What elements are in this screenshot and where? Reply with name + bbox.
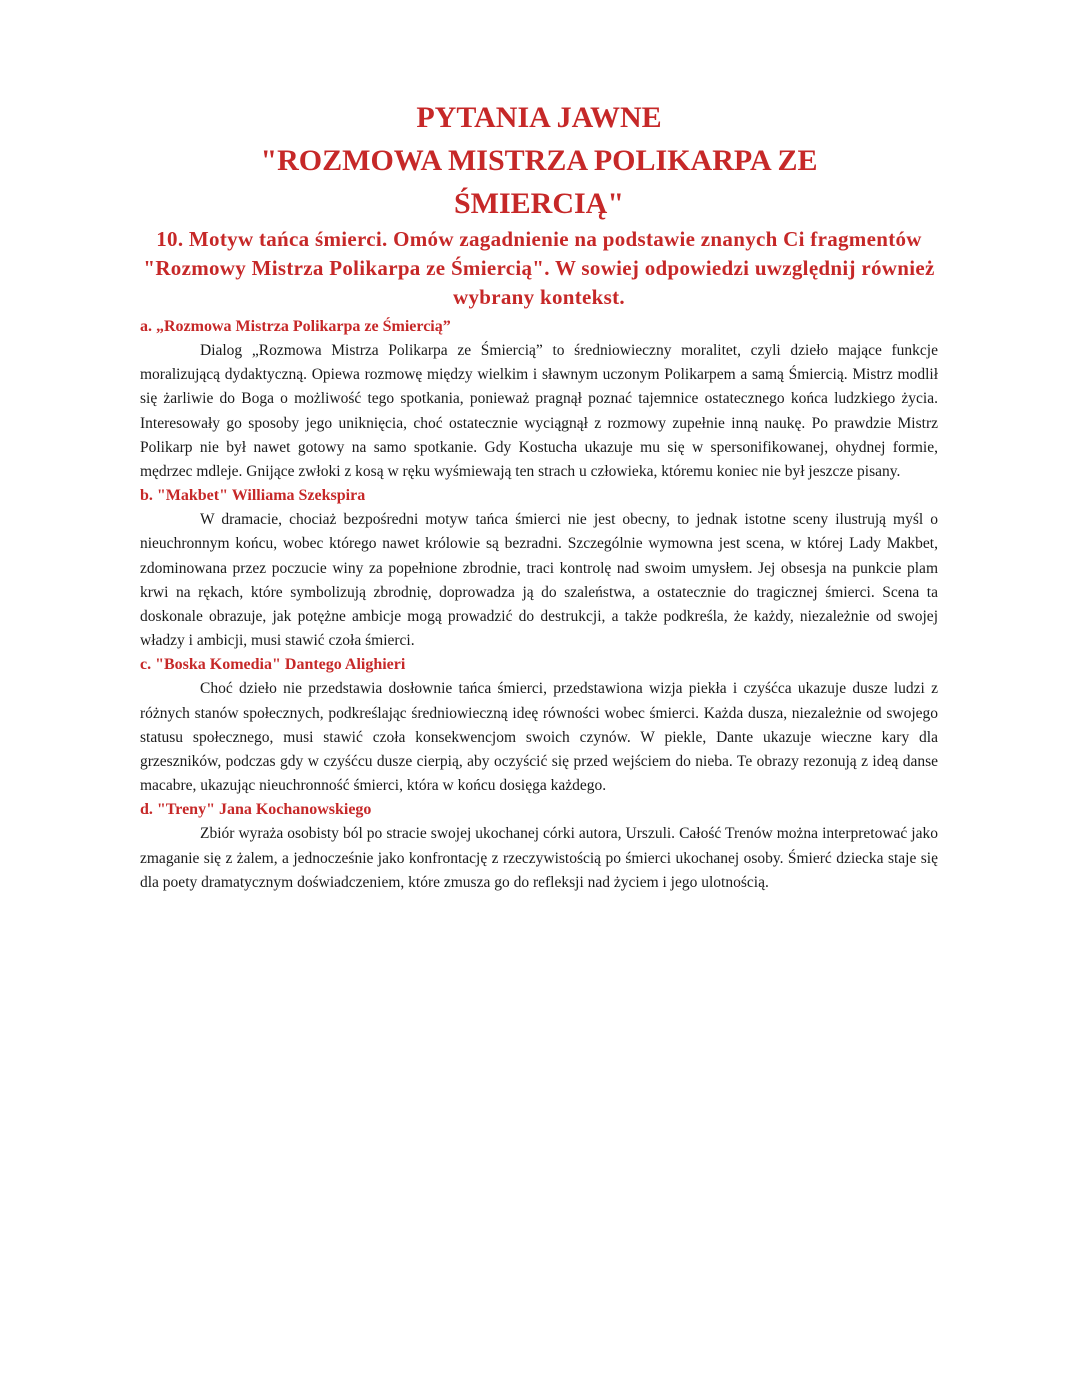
- title-line: ŚMIERCIĄ": [453, 187, 624, 220]
- section-body: W dramacie, chociaż bezpośredni motyw tańca śmierci nie jest obecny, to jednak istotne sceny ilustrują myśl o nieuchronnym końcu, wobec którego nawet królowie są bezradni. Szczególnie wymowna jest scena, w której Lady Makbet, zdominowana przez poczucie winy za popełnione zbrodnie, traci kontrolę nad swoim umysłem. Jej obsesja na punkcie plam krwi na rękach, które symbolizują zbrodnię, doprowadza ją do szaleństwa, a ostatecznie do tragicznej śmierci. Scena ta doskonale obrazuje, jak potężne ambicje mogą prowadzić do destrukcji, a także podkreśla, że każdy, niezależnie od swojej władzy i ambicji, musi stawić czoła śmierci.: [140, 511, 938, 650]
- title-line: PYTANIA JAWNE: [416, 101, 662, 134]
- section-a: [140, 315, 938, 484]
- section-c: [140, 653, 938, 798]
- section-body: Choć dzieło nie przedstawia dosłownie tańca śmierci, przedstawiona wizja piekła i czyśćca ukazuje dusze ludzi z różnych stanów społecznych, podkreślając średniowieczną ideę równości wobec śmierci. Każda dusza, niezależnie od swojego statusu społecznego, musi stawić czoła konsekwencjom swoich czynów. W piekle, Dante ukazuje wieczne kary dla grzeszników, podczas gdy w czyśćcu dusze cierpią, aby oczyścić się przed wejściem do nieba. Te obrazy rezonują z ideą danse macabre, ukazując nieuchronność śmierci, która w końcu dosięga każdego.: [140, 680, 938, 795]
- document-title: [140, 96, 938, 225]
- section-body: Dialog „Rozmowa Mistrza Polikarpa ze Śmiercią” to średniowieczny moralitet, czyli dzieło mające funkcje moralizującą dydaktyczną. Opiewa rozmowę między wielkim i sławnym uczonym Polikarpem a samą Śmiercią. Mistrz modlił się żarliwie do Boga o możliwość tego spotkania, ponieważ pragnął poznać tajemnice ostatecznego końca ludzkiego życia. Interesowały go sposoby jego uniknięcia, choć ostatecznie wyciągnął z rozmowy zupełnie inną naukę. Po prawdzie Mistrz Polikarp nie był nawet gotowy na samo spotkanie. Gdy Kostucha ukazuje mu się w spersonifikowanej, ohydnej formie, mędrzec mdleje. Gnijące zwłoki z kosą w ręku wyśmiewają ten strach u człowieka, któremu koniec nie był jeszcze pisany.: [140, 342, 938, 481]
- section-heading: a. „Rozmowa Mistrza Polikarpa ze Śmiercią”: [140, 318, 451, 335]
- section-heading: b. "Makbet" Williama Szekspira: [140, 487, 366, 505]
- title-line: "ROZMOWA MISTRZA POLIKARPA ZE: [260, 144, 818, 177]
- section-b: [140, 484, 938, 653]
- section-heading: c. "Boska Komedia" Dantego Alighieri: [140, 656, 406, 674]
- question-heading: 10. Motyw tańca śmierci. Omów zagadnienie na podstawie znanych Ci fragmentów "Rozmowy Mistrza Polikarpa ze Śmiercią". W sowiej odpowiedzi uwzględnij również wybrany kontekst.: [143, 227, 935, 309]
- section-body: Zbiór wyraża osobisty ból po stracie swojej ukochanej córki autora, Urszuli. Całość Trenów można interpretować jako zmaganie się z żalem, a jednocześnie jako konfrontację z rzeczywistością po śmierci ukochanej osoby. Śmierć dziecka staje się dla poety dramatycznym doświadczeniem, które zmusza go do refleksji nad życiem i jego ulotnością.: [140, 825, 938, 891]
- section-d: [140, 798, 938, 895]
- document-page: [140, 96, 938, 895]
- section-heading: d. "Treny" Jana Kochanowskiego: [140, 801, 372, 819]
